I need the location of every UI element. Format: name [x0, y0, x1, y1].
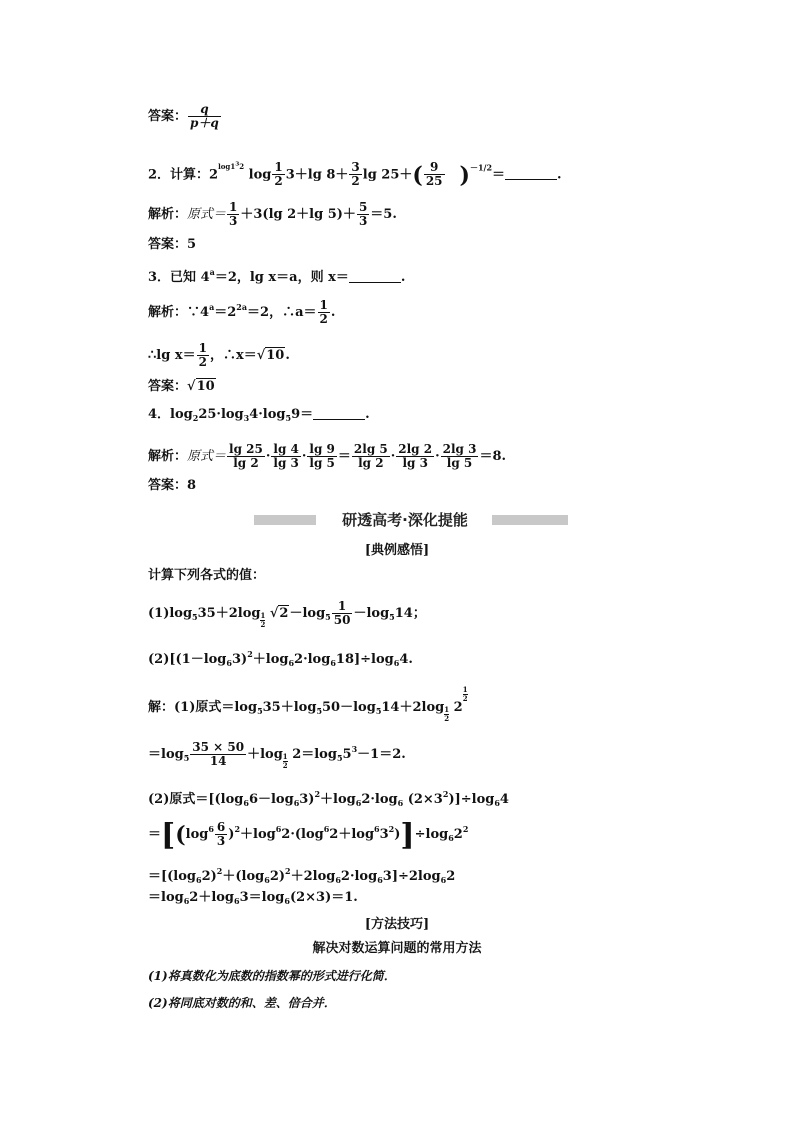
q2-answer: 答案：5 [148, 237, 197, 252]
q2-solution: 解析：原式＝ $\frac{1}{3}$ ＋3(lg 2＋lg 5)＋ $\frac{5}{3}$ ＝5. [148, 200, 397, 228]
solution-2-line2: $=[(\log^6$ $\frac{6}{3}$ )$^2+\log^62\cdot(\log^62+\log^63^2)]\div\log_62^2$ [148, 818, 469, 853]
q3-answer: 答案：√10 [148, 379, 215, 394]
q1-answer: 答案： $\frac{q}{p+q}$ [148, 102, 219, 130]
banner-title: 研透高考·深化提能 [342, 511, 468, 529]
method-1: (1)将真数化为底数的指数幂的形式进行化简． [148, 969, 396, 983]
solution-2: (2)原式$=[(\log_66-\log_63)^2+\log_62\cdot\log_6$ $(2\times 3^2)]\div\log_64$ [148, 789, 509, 808]
answer-blank [349, 270, 401, 283]
q4-answer: 答案：8 [148, 478, 197, 493]
answer-blank [505, 167, 557, 180]
solution-1-line2: $=\log_5$ $\frac{35 \times 50}{14}$ ＋log $\frac{1}{2}$ $2=\log_55^3-1=2$. [148, 740, 406, 770]
section-heading-methods: [方法技巧] [364, 917, 430, 932]
solution-2-line4: $=\log_62+\log_63=\log_6(2\times 3)=1$. [148, 890, 358, 906]
section-heading-examples: [典例感悟] [364, 543, 430, 558]
banner-bar-left [254, 515, 316, 525]
problem-2: $(2)[(1-\log_63)^2+\log_62\cdot\log_618]\div\log_64$. [148, 649, 413, 668]
answer-fraction: $\frac{q}{p+q}$ [190, 102, 219, 130]
q3-solution-line2: ∴lg x＝ $\frac{1}{2}$ ，∴x＝√10. [148, 341, 290, 369]
q3-solution: 解析：$\because 4^a=2^{2a}=2$，∴a＝ $\frac{1}{2}$ . [148, 298, 336, 326]
question-2: 2．计算：$2^{log1^32}$ log $\frac{1}{2}$ 3＋lg 8＋ $\frac{3}{2}$ lg 25＋( $\frac{9}{25}$ )$^{-1/2}$＝ . [148, 160, 562, 189]
question-4: 4．$\log_225\cdot\log_34\cdot\log_59=$ . [148, 407, 370, 423]
solution-2-line3: $=[(\log_62)^2+(\log_62)^2+2\log_62\cdot\log_63]\div 2\log_62$ [148, 866, 456, 885]
section-banner [254, 510, 568, 530]
problem-1: $(1)\log_535+2\log$ $\frac{1}{2}$ $√2-\log_5$ $\frac{1}{50}$ $-\log_514$； [148, 599, 426, 629]
answer-blank [313, 407, 365, 420]
solution-1: 解：(1)原式$=\log_535+\log_550-\log_514+2\log$ $\frac{1}{2}$ 2 $\frac{1}{2}$ [148, 685, 468, 723]
question-3: 3．已知 $4^a=2$，lg x＝a，则 x＝ . [148, 267, 406, 285]
exponent: log132 [218, 162, 245, 172]
method-2: (2)将同底对数的和、差、倍合并． [148, 996, 336, 1010]
task-prompt: 计算下列各式的值： [148, 568, 266, 583]
q4-solution: 解析：原式＝ $\frac{\lg 25}{\lg 2}$ · $\frac{\lg 4}{\lg 3}$ · $\frac{\lg 9}{\lg 5}$ ＝ $\frac{2\lg 5}{\lg 2}$ · $\frac{2\lg 2}{\lg 3}$ · $\frac{2\lg 3}{\lg 5}$ ＝8. [148, 442, 507, 470]
method-title: 解决对数运算问题的常用方法 [312, 941, 482, 956]
banner-bar-right [492, 515, 568, 525]
